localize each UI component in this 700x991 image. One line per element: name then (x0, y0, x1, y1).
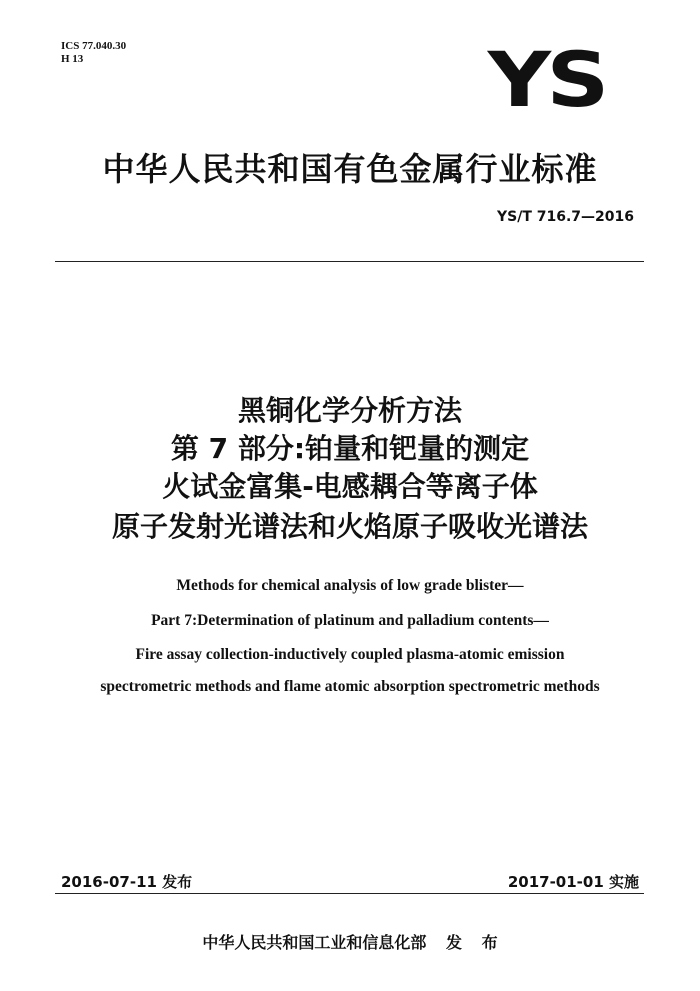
publisher: 中华人民共和国工业和信息化部 发 布 (202, 933, 498, 952)
implementation-date: 2017-01-01 实施 (507, 873, 639, 891)
english-title-line-4: spectrometric methods and flame atomic absorption spectrometric methods (100, 678, 600, 695)
standard-number: YS/T 716.7—2016 (496, 209, 634, 225)
chinese-title-line-1: 黑铜化学分析方法 (237, 394, 462, 427)
issue-date: 2016-07-11 发布 (61, 873, 193, 891)
top-divider (55, 261, 644, 262)
chinese-title-line-2: 第 7 部分:铂量和钯量的测定 (170, 432, 530, 465)
bottom-divider (55, 893, 644, 894)
ics-code: ICS 77.040.30 (61, 40, 127, 52)
chinese-title-line-4: 原子发射光谱法和火焰原子吸收光谱法 (111, 510, 588, 543)
ics-block (61, 40, 126, 66)
english-title-line-1: Methods for chemical analysis of low grade blister— (176, 577, 524, 594)
standard-title: 中华人民共和国有色金属行业标准 (102, 150, 598, 188)
classification-code: H 13 (61, 53, 84, 65)
english-title-line-2: Part 7:Determination of platinum and palladium contents— (151, 612, 549, 629)
ys-logo: YS (487, 35, 605, 124)
english-title-line-3: Fire assay collection-inductively coupled plasma-atomic emission (135, 646, 565, 663)
chinese-title-line-3: 火试金富集-电感耦合等离子体 (162, 470, 538, 503)
